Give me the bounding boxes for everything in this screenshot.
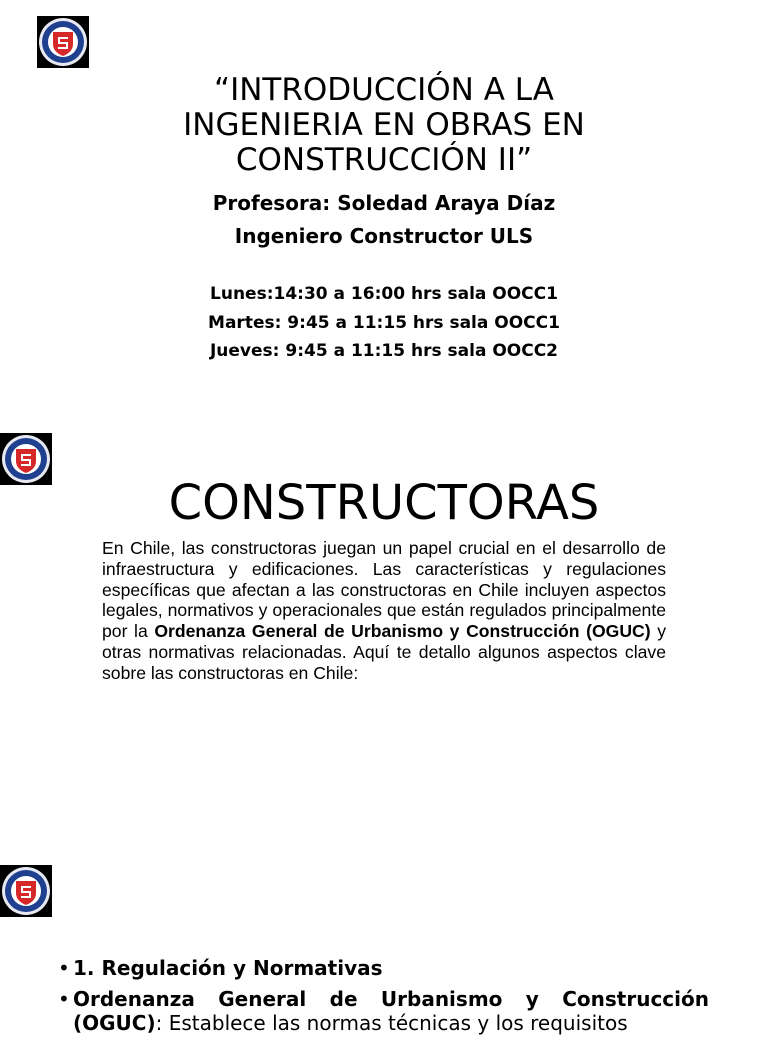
title-line: “INTRODUCCIÓN A LA [214,72,554,108]
bullet-list [58,956,709,1042]
intro-paragraph [102,538,666,684]
list-item-bold-text: Ordenanza General de Urbanismo y Construcción (OGUC) [73,987,709,1035]
slide-constructoras [0,416,768,848]
paragraph-text: y otras normativas relacionadas. Aquí te detallo algunos aspectos clave sobre las constructoras en Chile: [102,621,667,683]
list-item [58,987,709,1035]
list-item-text: 1. Regulación y Normativas [73,956,383,980]
schedule-line: Lunes:14:30 a 16:00 hrs sala OOCC1 [210,284,558,304]
slide-title [0,0,768,416]
schedule-line: Jueves: 9:45 a 11:15 hrs sala OOCC2 [209,341,559,361]
schedule-line: Martes: 9:45 a 11:15 hrs sala OOCC1 [208,313,560,333]
slide-heading: CONSTRUCTORAS [168,475,600,531]
title-line: INGENIERIA EN OBRAS EN [183,107,585,143]
list-item [58,956,709,980]
university-logo-icon [0,865,52,917]
professor-name: Profesora: Soledad Araya Díaz [212,191,556,215]
bullet-icon: • [58,987,70,1011]
course-title [130,73,638,178]
title-line: CONSTRUCCIÓN II” [235,142,533,178]
bullet-icon: • [58,956,70,980]
professor-role: Ingeniero Constructor ULS [234,224,534,248]
list-item-text: : Establece las normas técnicas y los requisitos [155,1011,628,1035]
university-logo-icon [37,16,89,68]
paragraph-text: En Chile, las constructoras juegan un papel crucial en el desarrollo de infraestructura y edificaciones. Las características y regulaciones específicas que afectan a las constructoras en Chile incluyen aspectos legales, normativos y operacionales que están regulados principalmente por la [102,538,666,642]
slide-regulation [0,848,768,1035]
paragraph-bold-text: Ordenanza General de Urbanismo y Construcción (OGUC) [154,621,651,642]
